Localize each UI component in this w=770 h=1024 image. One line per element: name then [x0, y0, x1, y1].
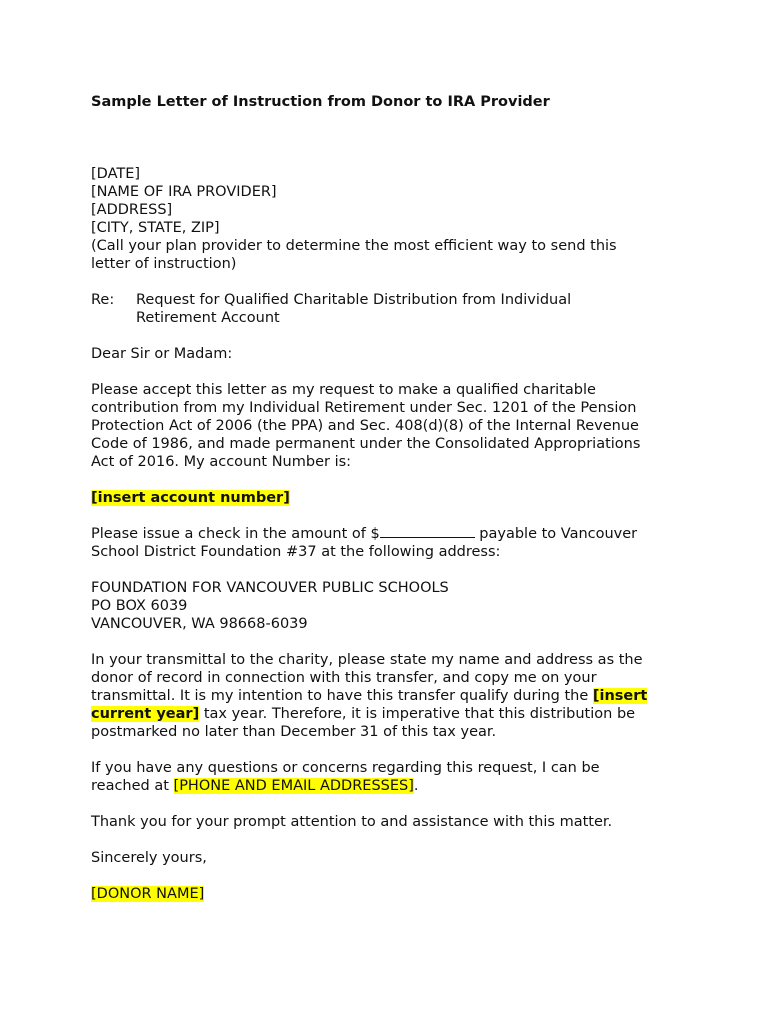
- foundation-po-box: PO BOX 6039: [91, 598, 188, 614]
- instruction-note-cont: letter of instruction): [91, 256, 237, 272]
- paragraph-line: In your transmittal to the charity, please state my name and address as the: [91, 652, 643, 668]
- paragraph-line: postmarked no later than December 31 of this tax year.: [91, 724, 497, 740]
- letter-body: [91, 93, 691, 921]
- paragraph-line: [91, 705, 691, 723]
- signature-line: [91, 885, 691, 903]
- date-placeholder: [DATE]: [91, 166, 141, 182]
- subject-text: [136, 291, 691, 327]
- subject-line: [91, 291, 691, 327]
- contact-paragraph: [91, 759, 691, 795]
- paragraph-text: transmittal. It is my intention to have this transfer qualify during the: [91, 688, 593, 704]
- address-placeholder: [ADDRESS]: [91, 202, 173, 218]
- check-paragraph: [91, 525, 691, 561]
- page-title: Sample Letter of Instruction from Donor to IRA Provider: [91, 94, 550, 110]
- provider-name-placeholder: [NAME OF IRA PROVIDER]: [91, 184, 277, 200]
- check-text: Please issue a check in the amount of $: [91, 526, 380, 542]
- paragraph-line: If you have any questions or concerns regarding this request, I can be: [91, 760, 600, 776]
- amount-blank: [380, 525, 475, 538]
- account-number-line: [91, 489, 691, 507]
- paragraph-line: contribution from my Individual Retirement under Sec. 1201 of the Pension: [91, 400, 637, 416]
- current-year-placeholder: [insert: [592, 688, 648, 704]
- paragraph-text: tax year. Therefore, it is imperative that this distribution be: [199, 706, 636, 722]
- check-line-2: School District Foundation #37 at the following address:: [91, 544, 501, 560]
- transmittal-paragraph: [91, 651, 691, 741]
- foundation-city: VANCOUVER, WA 98668-6039: [91, 616, 308, 632]
- paragraph-line: Act of 2016. My account Number is:: [91, 454, 352, 470]
- paragraph-text: reached at: [91, 778, 174, 794]
- recipient-header: [91, 165, 691, 273]
- closing: Sincerely yours,: [91, 850, 207, 866]
- city-state-zip-placeholder: [CITY, STATE, ZIP]: [91, 220, 220, 236]
- paragraph-line: Code of 1986, and made permanent under the Consolidated Appropriations: [91, 436, 641, 452]
- foundation-name: FOUNDATION FOR VANCOUVER PUBLIC SCHOOLS: [91, 580, 449, 596]
- foundation-address: [91, 579, 691, 633]
- current-year-placeholder-cont: current year]: [91, 706, 200, 722]
- account-number-placeholder: [insert account number]: [91, 490, 290, 506]
- paragraph-line: donor of record in connection with this transfer, and copy me on your: [91, 670, 597, 686]
- paragraph-line: [91, 777, 691, 795]
- request-paragraph: [91, 381, 691, 471]
- check-text-end: payable to Vancouver: [474, 526, 638, 542]
- salutation: Dear Sir or Madam:: [91, 346, 233, 362]
- donor-name-placeholder: [DONOR NAME]: [91, 886, 205, 902]
- subject-label: Re:: [91, 292, 115, 308]
- thanks-line: Thank you for your prompt attention to and assistance with this matter.: [91, 814, 613, 830]
- paragraph-line: [91, 687, 691, 705]
- contact-placeholder: [PHONE AND EMAIL ADDRESSES]: [173, 778, 414, 794]
- paragraph-line: Please accept this letter as my request to make a qualified charitable: [91, 382, 596, 398]
- subject-text-line: Retirement Account: [136, 310, 280, 326]
- paragraph-text: .: [413, 778, 419, 794]
- paragraph-line: Protection Act of 2006 (the PPA) and Sec. 408(d)(8) of the Internal Revenue: [91, 418, 639, 434]
- subject-text-line: Request for Qualified Charitable Distribution from Individual: [136, 292, 572, 308]
- check-line: [91, 525, 691, 543]
- instruction-note: (Call your plan provider to determine the most efficient way to send this: [91, 238, 617, 254]
